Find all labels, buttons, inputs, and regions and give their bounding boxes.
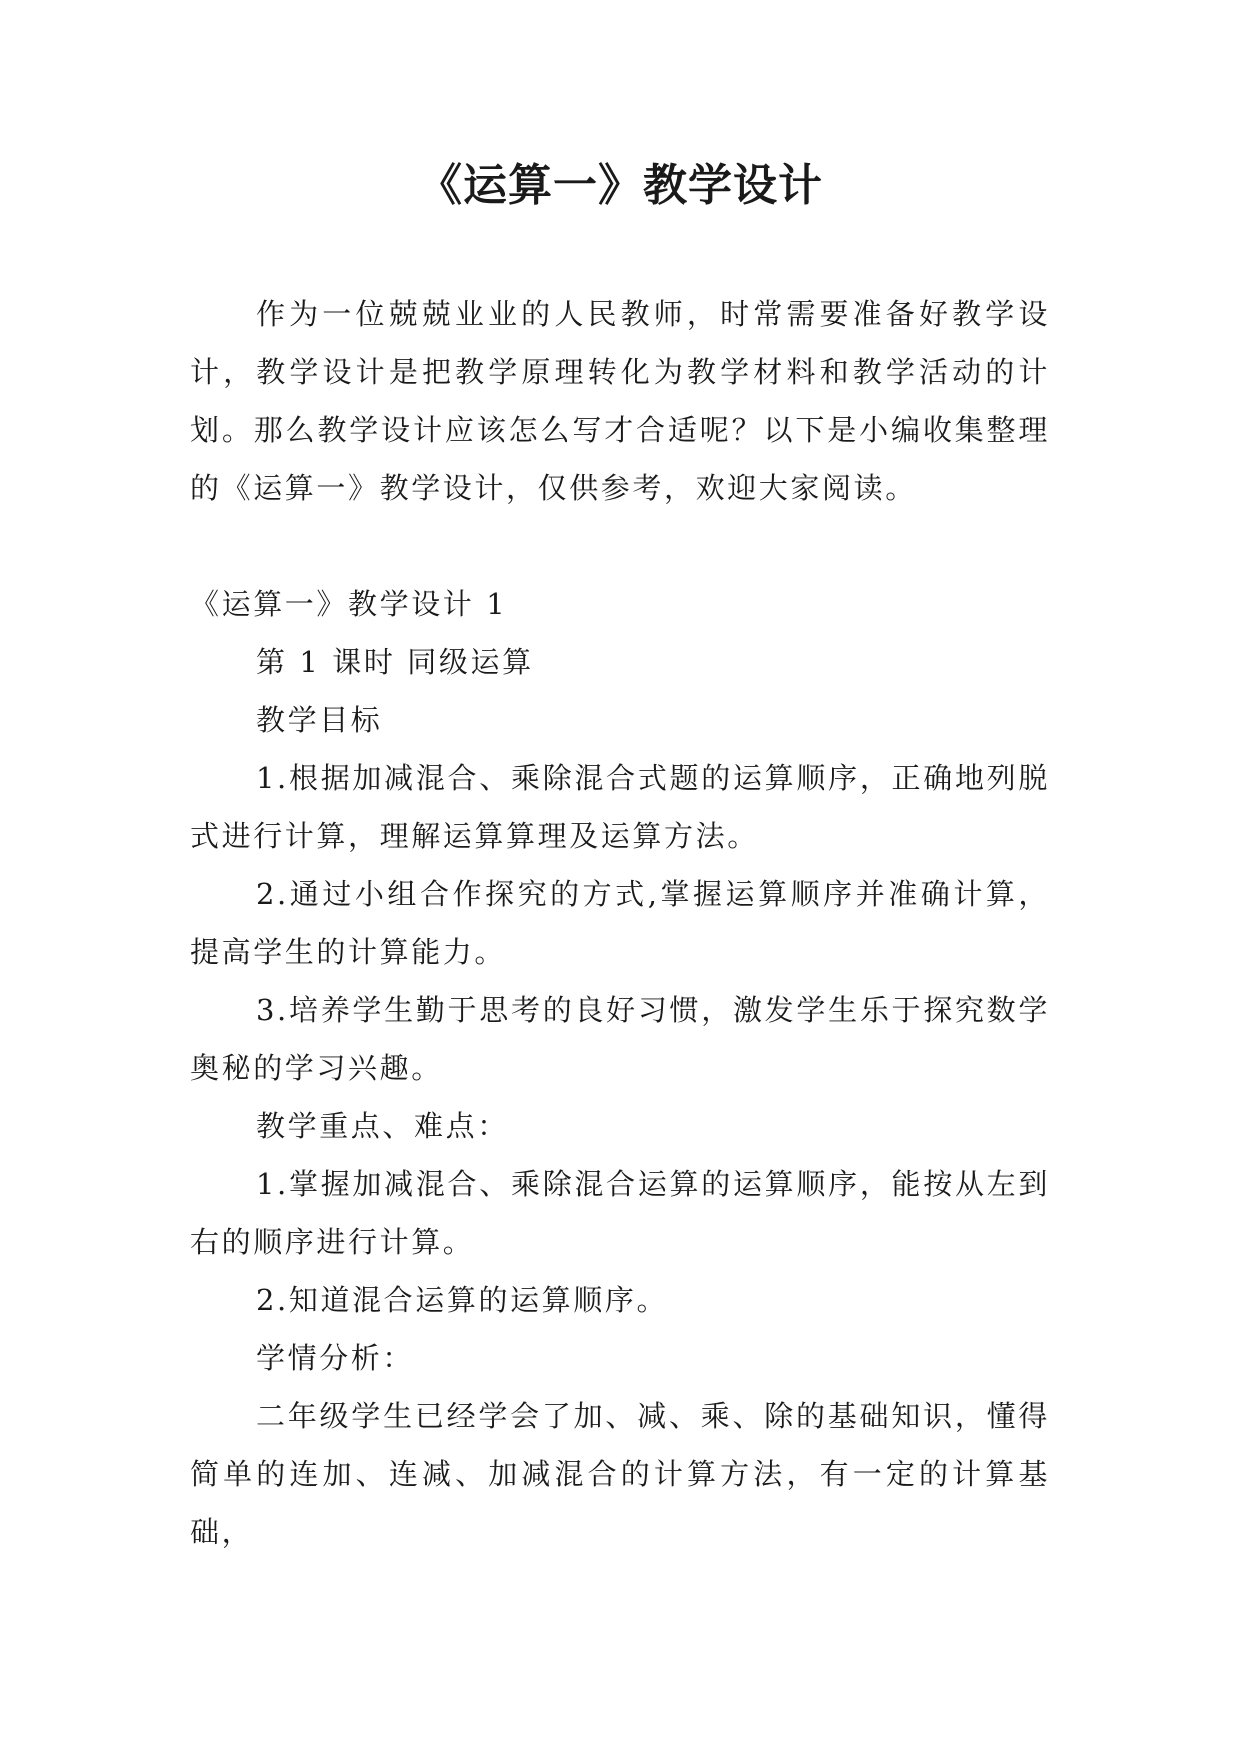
analysis-heading: 学情分析：: [256, 1341, 415, 1375]
section-heading: 《运算一》教学设计 1: [190, 587, 508, 621]
objective-item-2: 2.通过小组合作探究的方式,掌握运算顺序并准确计算，提高学生的计算能力。: [190, 877, 1050, 969]
key-points-heading: 教学重点、难点：: [256, 1109, 509, 1143]
objective-item-1: 1.根据加减混合、乘除混合式题的运算顺序，正确地列脱式进行计算，理解运算算理及运算方法。: [190, 761, 1050, 853]
key-point-item-2: 2.知道混合运算的运算顺序。: [256, 1283, 669, 1317]
analysis-paragraph: 二年级学生已经学会了加、减、乘、除的基础知识，懂得简单的连加、连减、加减混合的计算方法，有一定的计算基础，: [190, 1399, 1050, 1549]
objectives-heading: 教学目标: [256, 703, 383, 737]
key-point-item-1: 1.掌握加减混合、乘除混合运算的运算顺序，能按从左到右的顺序进行计算。: [190, 1167, 1050, 1259]
lesson-title: 第 1 课时 同级运算: [256, 645, 534, 679]
objective-item-3: 3.培养学生勤于思考的良好习惯，激发学生乐于探究数学奥秘的学习兴趣。: [190, 993, 1050, 1085]
intro-paragraph: 作为一位兢兢业业的人民教师，时常需要准备好教学设计，教学设计是把教学原理转化为教学材料和教学活动的计划。那么教学设计应该怎么写才合适呢？以下是小编收集整理的《运算一》教学设计，仅供参考，欢迎大家阅读。: [190, 297, 1050, 505]
document-body: [190, 285, 1050, 1561]
document-title: 《运算一》教学设计: [418, 160, 823, 211]
